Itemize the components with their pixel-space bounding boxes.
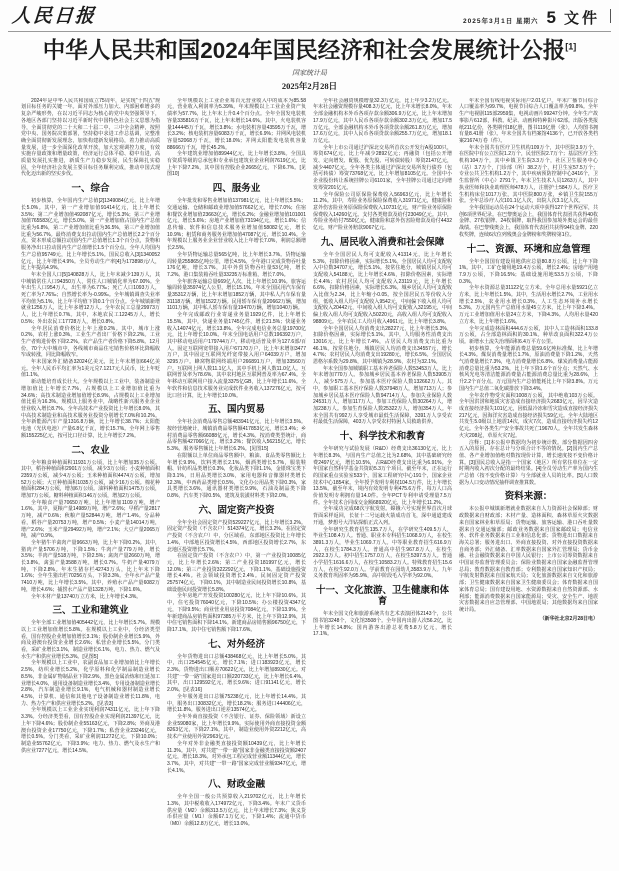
section-heading: 九、居民收入消费和社会保障: [320, 236, 445, 248]
body-paragraph: 本公报中城镇新增就业数据来自人力资源社会保障部；财政数据来自财政部；木材产量、造林面积、森林草原火灾数据来自国家林业和草原局；货物运输、旅客运输、港口吞吐量数据来自交通运输部；邮政业务数据来自国家邮政局；电信业务、软件业务数据来自工业和信息化部；货物进出口数据来自海关总署；服务进出口、外商直接投资、对外直接投资数据来自商务部；外汇储备、汇率数据来自国家外汇管理局；货币金融、社会融资数据来自中国人民银行；上市公司筹资数据来自中国证券监督管理委员会；保险业数据来自国家金融监督管理总局；教育数据来自教育部；专利数据来自国家知识产权局；宇航发射数据来自国家航天局；文化旅游数据来自文化和旅游部；卫生健康数据来自国家卫生健康委员会；体育数据来自国家体育总局；国有建设用地、水资源数据来自自然资源部、水利部；能源消费数据来自国家能源局；受灾、安全生产、地震灾害数据来自应急管理部、中国地震局；其他数据均来自国家统计局。: [459, 506, 598, 613]
byline-author: 国家统计局: [292, 68, 327, 77]
body-paragraph: 全年旅客运输总量669亿人次，比上年增长10.9%。旅客运输周转量35974亿人公里，增长15.1%。年末全国民用汽车保有量35312万辆，比上年末增加1852万辆，其中私人汽车保有量31118万辆，增加1522万辆。民用轿车保有量20662万辆，增加1101万辆，其中私人轿车保有量19470万辆，增加1040万辆。: [167, 278, 306, 312]
body-paragraph: 全年货物运输总量565亿吨，比上年增长3.7%。货物运输周转量255865亿吨公里，增长4.5%。全年港口完成货物吞吐量176亿吨，增长3.7%，其中外贸货物吞吐量53亿吨，增长7.2%。港口集装箱吞吐量33235万标准箱，增长7.0%。: [167, 251, 306, 278]
body-paragraph: 全年外商直接投资（不含银行、证券、保险领域）新设立企业59080家，比上年增长9.9%。实际使用外商直接投资金额8263亿元，下降27.1%。其中，制造业使用外资2212亿元，高技术产业使用外资2963亿元。: [167, 714, 306, 741]
publication-date: 2025年2月28日: [281, 80, 338, 91]
section-heading: 资料来源：: [504, 491, 553, 503]
body-paragraph: 年末全国参加城镇职工基本养老保险人数53453万人，比上年末增加770万人。参加城乡居民基本养老保险人数53905万人，减少575万人。参加基本医疗保险人数132662万人。其中，参加职工基本医疗保险人数37948万人，增加713万人；参加城乡居民基本医疗保险人数94714万人。参加失业保险人数24531万人，增加117万人。参加工伤保险人数30264万人，增加238万人。参加生育保险人数25322万人，增加354万人。年末全国共有992万人享受城市最低生活保障，3391万人享受农村最低生活保障，403万人享受农村特困人员救助供养。: [313, 365, 452, 426]
masthead-logo: 人民日报: [11, 6, 97, 27]
body-paragraph: 全年农作物受灾面积1008万公顷，其中绝收103万公顷。全年因洪涝和地质灾害造成直接经济损失2683亿元，因旱灾造成直接经济损失101亿元，因低温冷冻和雪灾造成直接经济损失217亿元，因海洋灾害造成直接经济损失59亿元。全年大陆地区共发生5.0级以上地震14次，成灾7次，造成直接经济损失约12亿元。全年各类生产安全事故共死亡19670人。全年共发生森林火灾208起，草原火灾7起。: [459, 392, 598, 439]
text-column: [313, 98, 452, 856]
section-heading: 二、农业: [71, 444, 110, 456]
body-paragraph: 全年全社会固定资产投资529227亿元，比上年增长3.2%。固定资产投资（不含农户）514374亿元，增长3.2%。在固定资产投资（不含农户）中，分区域看，东部地区投资比上年增长1.4%，中部地区投资增长4.5%，西部地区投资增长2.7%，东北地区投资增长5.7%。: [167, 519, 306, 553]
text-column: [167, 98, 306, 856]
section-heading: 十、科学技术和教育: [339, 431, 426, 443]
body-paragraph: 全年全国一般公共预算收入219702亿元，比上年增长1.3%，其中税收收入174972亿元，下降3.4%。年末广义货币供应量（M2）余额313.5万亿元，比上年末增长7.3%；狭义货币供应量（M1）余额67.1万亿元，下降1.4%；流通中货币（M0）余额12.8万亿元，增长13.0%。: [167, 794, 306, 828]
body-paragraph: 全年上市公司通过沪深北交易所首次公开发行A股100只，筹资674亿元，比上年减少2892亿元；再融资（包括公开增发、定向增发、配股、优先股、可转债转股）筹资2147亿元，减少4407亿元。全年各类主体通过沪深北交易所发行债券（包括可转债）筹资73768亿元，比上年增加8105亿元。全国中小企业股份转让系统挂牌公司6101家，全年挂牌公司通过定向增发筹资201亿元。: [313, 144, 452, 191]
body-paragraph: 全年居民消费价格比上年上涨0.2%。其中，城市上涨0.2%，农村上涨0.3%。工业生产者出厂价格下降2.2%。工业生产者购进价格下降2.2%。农产品生产者价格下降5.8%。12月份，70个大中城市中，各线城市商品住宅销售价格环比降幅收窄或转涨，同比降幅收窄。: [21, 325, 160, 359]
section-name: 文件: [563, 10, 600, 27]
body-paragraph: 全年木材产量13740万立方米，比上年增长4.3%。: [31, 593, 142, 600]
section-heading: 六、固定资产投资: [198, 504, 275, 516]
body-paragraph: 全年货物进出口总额438468亿元，比上年增长5.0%。其中，出口254545亿元，增长7.1%；进口183923亿元，增长2.3%。货物进出口顺差70622亿元，比上年增加8930亿元。对共建“一带一路”国家进出口额220733亿元，比上年增长6.4%。其中，出口129592亿元，增长9.6%；进口91141亿元，增长2.0%。[见表16]: [167, 653, 306, 694]
article-title: [10, 39, 609, 64]
section-heading: 十一、文化旅游、卫生健康和体育: [315, 585, 449, 608]
issue-date: 2025年3月1日 星期六: [463, 18, 539, 25]
body-paragraph: 初步核算，全年能源消费总量59.6亿吨标准煤，比上年增长4.3%。煤炭消费量增长1.7%，原油消费量下降1.2%，天然气消费量增长7.3%，电力消费量增长6.8%。煤炭消费量占能源消费总量比重为53.2%，比上年下降1.6个百分点；天然气、水核风光电等清洁能源消费量占能源消费总量比重为28.6%，上升2.2个百分点。万元国内生产总值能耗比上年下降3.8%。万元国内生产总值二氧化碳排放下降3.4%。: [459, 345, 598, 392]
body-paragraph: 全年粮食种植面积11931万公顷，比上年增加35万公顷。其中，稻谷种植面积2901万公顷，减少3万公顷；小麦种植面积2359万公顷，减少4万公顷；玉米种植面积4474万公顷，增加52万公顷；大豆种植面积1035万公顷，减少16万公顷。棉花种植面积284万公顷，增加6万公顷。油料种植面积1475万公顷，增加7万公顷。糖料种植面积146万公顷，增加2万公顷。: [21, 459, 160, 500]
corner-mark: [610, 9, 611, 23]
body-paragraph: 全年成功完成68次宇航发射。嫦娥六号实现世界首次月球背面采样返回，长征十二号运载火箭成功首飞，深中通道建成开通，梦想号大洋钻探船正式入列。: [313, 506, 452, 526]
news-agency-credit: （新华社北京2月28日电）: [539, 615, 598, 622]
body-paragraph: 全年批发和零售业增加值137981亿元，比上年增长5.5%；交通运输、仓储和邮政业增加值57662亿元，增长7.0%；住宿和餐饮业增加值23663亿元，增长6.2%；金融业增加值101001亿元，增长5.6%；房地产业增加值73194亿元，增长1.6%；信息传输、软件和信息技术服务业增加值58082亿元，增长10.9%；租赁和商务服务业增加值47087亿元，增长10.4%。全年规模以上服务业企业营业收入比上年增长7.0%，利润总额增长2.5%。: [167, 198, 306, 252]
body-paragraph: 全年全部工业增加值405442亿元，比上年增长5.7%。规模以上工业增加值增长5.8%。在规模以上工业中，分经济类型看，国有控股企业增加值增长3.1%；股份制企业增长5.9%，外商及港澳台投资企业增长2.6%；私营企业增长5.5%。分门类看，采矿业增长3.1%，制造业增长6.1%，电力、热力、燃气及水生产和供应业增长5.3%。[见图5]: [21, 620, 160, 660]
body-paragraph: 全年规模以上工业中，农副食品加工业增加值比上年增长2.5%，纺织业增长5.2%，化学原料和化学制品制造业增长8.5%，非金属矿物制品业下降2.9%，黑色金属冶炼和压延加工业增长4.0%，通用设备制造业增长3.4%，专用设备制造业增长2.8%，汽车制造业增长9.1%，电气机械和器材制造业增长4.5%，计算机、通信和其他电子设备制造业增长11.8%，电力、热力生产和供应业增长5.2%。[见表3]: [21, 660, 160, 707]
body-paragraph: 全年全国居民人均消费支出28227元，比上年增长5.3%，扣除价格因素，实际增长5.1%。其中，人均服务性消费支出13016元，比上年增长7.4%，占居民人均消费支出比重为46.1%。按常住地分，城镇居民人均消费支出34557元，增长4.7%；农村居民人均消费支出19280元，增长6.5%。全国居民恩格尔系数为29.8%，其中城镇为28.9%，农村为32.1%。: [313, 325, 452, 366]
body-paragraph: 全年粮食产量70650万吨，比上年增加1109万吨，增产1.6%。其中，夏粮产量14989万吨，增产2.6%；早稻产量2817万吨，减产0.6%；秋粮产量52844万吨，增产1.4%。分品种看，稻谷产量20753万吨，增产0.5%；小麦产量14014万吨，增产2.6%；玉米产量29492万吨，增产2.1%；大豆产量2065万吨，减产0.9%。: [21, 499, 160, 540]
text-column: [21, 98, 160, 856]
page-number: 5: [546, 8, 556, 27]
body-paragraph: 全年猪牛羊禽肉产量9663万吨，比上年下降0.2%。其中，猪肉产量5706万吨，下降1.5%；牛肉产量779万吨，增长3.5%；羊肉产量518万吨，下降2.5%；禽肉产量2660万吨，增长3.8%。禽蛋产量3588万吨，增长0.7%。牛奶产量4079万吨，下降2.8%。年末生猪存栏42743万头，比上年末下降1.6%；全年生猪出栏70256万头，下降3.3%。全年水产品产量7410万吨，比上年增长3.5%。其中，养殖水产品产量6082万吨，增长4.6%；捕捞水产品产量1328万吨，下降1.6%。: [21, 539, 160, 593]
body-paragraph: 在固定资产投资（不含农户）中，第一产业投资10085亿元，比上年增长2.6%；第二产业投资181997亿元，增长12.0%；第三产业投资322292亿元，下降1.1%。基础设施投资增长4.4%。社会领域投资增长2.4%。民间固定资产投资257574亿元，下降0.1%，其中制造业民间投资增长10.8%，基础设施民间投资增长5.8%。: [167, 553, 306, 593]
header-meta: [463, 7, 611, 28]
body-paragraph: 全年水资源总量31122亿立方米。全年总用水量5921亿立方米，比上年增长1.5%。其中，生活用水增长2.7%，工业用水增长2.5%，农业用水增长0.3%，人工生态环境补水增长5.3%。万元国内生产总值用水量45立方米，比上年下降3.4%。万元工业增加值用水量24立方米，下降4.3%。人均用水量420立方米，比上年增长1.6%。: [459, 285, 598, 325]
body-paragraph: 全年建筑业增加值89944亿元，比上年增长3.8%。全国具有资质等级的总承包和专业承包建筑业企业利润7619亿元，比上年下降7.2%，其中国有控股企业2665亿元，下降6.7%。[见图10]: [167, 151, 306, 178]
body-paragraph: 2024年是中华人民共和国成立75周年，是实现“十四五”规划目标任务的关键一年。面对外部压力加大、内部困难增多的复杂严峻形势，在以习近平同志为核心的党中央坚强领导下，各地区各部门坚持以习近平新时代中国特色社会主义思想为指导，全面贯彻党的二十大和二十届二中、三中全会精神，按照党中央、国务院决策部署，坚持稳中求进工作总基调，完整准确全面贯彻新发展理念，加快构建新发展格局，着力推动高质量发展，进一步全面深化改革开放，加大宏观调控力度，有效实施存量政策和增量政策，经济运行总体平稳、稳中有进，高质量发展扎实推进，新质生产力稳步发展，民生保障扎实稳固，全年经济社会发展主要目标任务顺利完成，推动中国式现代化迈出新的坚实步伐。: [21, 97, 160, 178]
article-columns: [0, 98, 619, 856]
body-paragraph: 全年研究生教育招生135.7万人，在学研究生409.5万人，毕业生108.4万人。普通、职业本专科招生1068.9万人，在校生3891.3万人，毕业生1069.7万人。中等职业教育招生616.9万人，在校生1784.3万人。普通高中招生967.8万人，在校生2922.3万人。初中招生1757.0万人，在校生5397.5万人。普通小学招生1616.6万人，在校生10583.2万人。特殊教育招生15.6万人，在校生92.0万人。学前教育在园幼儿3583.9万人。九年义务教育巩固率为95.9%，高中阶段毛入学率为92.0%。: [313, 526, 452, 580]
section-heading: 七、对外经济: [207, 638, 265, 650]
body-paragraph: 新动能培育成长壮大。全年规模以上工业中，装备制造业增加值比上年增长7.7%，占规模以上工业增加值比重为34.6%；高技术制造业增加值增长8.9%，占规模以上工业增加值比重为16.3%。规模以上服务业中，战略性新兴服务业企业营业收入增长8.7%。全年高技术产业投资比上年增长8.0%，其中高技术制造业和高技术服务业投资分别增长7.0%和10.2%。全年新能源汽车产量1316.8万辆，比上年增长38.7%；太阳能电池（光伏电池）产量6.8亿千瓦，增长15.7%。全年网上零售额155225亿元，按可比口径计算，比上年增长7.2%。: [21, 379, 160, 439]
body-paragraph: 年末国家外汇储备32024亿美元，比上年末增加664亿美元。全年人民币平均汇率为1美元兑7.1217元人民币，比上年贬值1.1%。: [21, 359, 160, 379]
body-paragraph: 全年我国运动员在24个运动大项中获得127个世界冠军，共创6项世界纪录。在巴黎奥运会上，我国体育代表团共获得40枚金牌、27枚银牌、24枚铜牌，取得我国参加境外奥运会的最佳战绩。在巴黎残奥会上，我国体育代表团共获得94枚金牌、220枚奖牌，连续6次位列残奥会金牌榜和奖牌榜第1位。: [459, 205, 598, 238]
body-paragraph: 全年全国居民人均可支配收入41314元，比上年增长5.3%，扣除价格因素，实际增长5.1%。全国居民人均可支配收入中位数34707元，增长5.1%。按常住地分，城镇居民人均可支配收入54188元，比上年增长4.6%，扣除价格因素，实际增长4.4%；农村居民人均可支配收入23119元，比上年增长6.6%，扣除价格因素，实际增长6.3%。城乡居民人均可支配收入比值为2.34，比上年缩小0.05。按全国居民五等份收入分组，低收入组人均可支配收入9542元，中间偏下收入组人均可支配收入20442元，中间收入组人均可支配收入32195元，中间偏上收入组人均可支配收入50220元，高收入组人均可支配收入98809元。全年农民工人均月收入4961元，比上年增长3.8%。: [313, 251, 452, 325]
body-paragraph: 在限额以上单位商品零售额中，粮油、食品类零售额比上年增长9.9%，饮料类增长2.1%，烟酒类增长5.7%，服装鞋帽、针纺织品类增长0.3%，化妆品类下降1.1%，金银珠宝类下降3.1%，日用品类增长3.0%，家用电器和音像器材类增长12.3%，中西药品类增长0.5%，文化办公用品类下降0.3%，家具类增长3.6%，通讯器材类增长9.9%，石油及制品类下降0.8%，汽车类下降0.5%，建筑及装潢材料类下降2.0%。: [167, 452, 306, 500]
body-paragraph: 全年对外非金融类直接投资额10439亿元，比上年增长11.3%。其中，对共建“一带一路”国家非金融类直接投资额2407亿元，增长18.3%。对外承包工程完成营业额11344亿元，增长3.7%。其中，对共建“一带一路”国家完成营业额9347亿元，增长4.1%。: [167, 740, 306, 774]
body-paragraph: 全年全国国有建设用地供应总量80.8万公顷，比上年下降1%。其中，工矿仓储用地19.4万公顷，增长2.4%；房地产用地7.9万公顷，下降16.5%；基础设施用地53.5万公顷，下降0.3%。: [459, 258, 598, 285]
body-paragraph: 全年保险公司原保险保费收入56963亿元，比上年增长11.2%。其中，寿险业务原保险保费收入31971亿元，健康险和意外伤害险业务原保险保费收入10731亿元，财产险业务原保险保费收入14260亿元。支付各类赔款及给付23049亿元。其中，寿险业务给付7550亿元，健康险和意外伤害险赔款及给付4432亿元，财产险业务赔款9067亿元。: [313, 191, 452, 232]
title-footnote: [1]: [565, 41, 577, 52]
body-paragraph: 全年规模以上工业企业实现利润74311亿元，比上年下降3.3%。分经济类型看，国有控股企业实现利润21397亿元，比上年下降4.6%；股份制企业55163亿元，下降2.8%；外商及港澳台投资企业17750亿元，下降1.7%；私营企业23246亿元，增长0.5%。分门类看，采矿业利润11272亿元，下降10.0%；制造业55762亿元，下降3.9%；电力、热力、燃气及水生产和供应业7277亿元，增长14.5%。: [21, 707, 160, 754]
text-column: [459, 98, 598, 856]
body-paragraph: 全年规模以上工业企业每百元营业收入中的成本为85.58元，营业收入利润率为5.39%。年末规模以上工业企业资产负债率为57.7%，比上年末上升0.4个百分点。全年全国发电装机容量335816万千瓦，比上年末增长14.6%。其中，火电装机容量144445万千瓦，增长3.8%；水电装机容量43595万千瓦，增长3.2%；核电装机容量6083万千瓦，增长6.9%；并网风电装机容量52068万千瓦，增长18.0%；并网太阳能发电装机容量88666万千瓦，增长45.2%。: [167, 97, 306, 151]
body-paragraph: 全年服务进出口总额75238亿元，比上年增长14.4%。其中，服务出口30832亿元，增长18.2%；服务进口44406亿元，增长11.8%。服务进出口逆差13574亿元。: [167, 693, 306, 714]
page-header: [0, 0, 619, 30]
body-paragraph: 全年完成造林面积444.6万公顷，其中人工造林面积133.8万公顷，占全部造林面积的30.1%。种草改良面积322.4万公顷。新增水土流失治理面积6.4万平方公里。: [459, 325, 598, 345]
body-paragraph: 全年房地产开发投资100280亿元，比上年下降10.6%。其中，住宅投资76040亿元，下降10.5%；办公楼投资4347亿元，下降9.5%；商业营业用房投资7084亿元，下降13.9%。全年新建商品房销售面积97385万平方米，比上年下降12.9%，其中住宅销售面积下降14.1%。新建商品房销售额96750亿元，下降17.1%，其中住宅销售额下降17.6%。: [167, 593, 306, 633]
body-paragraph: 注释：[1]本公报中数据均为初步统计数。部分数据因四舍五入的原因，存在总计与分项合计不等的情况。[2]国内生产总值、各产业增加值绝对数按现价计算，增长速度按不变价格计算。[3]国民总收入是指一个国家（地区）所有常住单位在一定时期内收入初次分配的最终结果。[4]全员劳动生产率为国内生产总值（按不变价格计算）与全部就业人员的比率。[5]人口数据为人口变动情况抽样调查推算数。: [459, 439, 598, 486]
section-heading: 八、财政金融: [207, 779, 265, 791]
body-paragraph: 年末全国文化和旅游系统共有艺术表演团体2143个，公共图书馆3248个，文化馆3508个。全年国内出游人次56.2亿，比上年增长14.8%；国内游客出游总花费5.8万亿元，增长17.1%。: [313, 611, 452, 638]
body-paragraph: 年末全国人口[5]140828万人，比上年末减少139万人，其中城镇常住人口94350万人，常住人口城镇化率为67.00%。全年出生人口954万人，出生率为6.77‰；死亡人口1093万人，死亡率为7.76‰；自然增长率为-0.99‰。全年城镇调查失业率平均值为5.1%，比上年平均值下降0.1个百分点。全年城镇新增就业1256万人，比上年多增12万人。全年农民工总量29973万人，比上年增长0.7%。其中，本地农民工12245万人，增长0.5%；外出农民工17728万人，增长0.8%。: [21, 271, 160, 325]
body-paragraph: 年末全国有线电视实际用户2.01亿户。年末广播节目综合人口覆盖率为99.7%，电视节目综合人口覆盖率为99.8%。全年生产电视剧115部2959集，电视动画片99247分钟。全年生产故事影片612部，科教、纪录、动画和特种影片62部。出版各类报纸211亿份，各类期刊18亿册，图书119亿册（张），人均图书拥有量8.41册（张）。年末全国共有档案馆4136个，已开放各类档案21674万卷（件）。: [459, 97, 598, 144]
section-heading: 四、服务业: [212, 183, 261, 195]
section-heading: 三、工业和建筑业: [52, 605, 129, 617]
body-paragraph: 全年社会消费品零售总额483941亿元，比上年增长3.5%。按经营地统计，城镇消费品零售额417853亿元，增长3.4%；乡村消费品零售额66088亿元，增长4.3%。按消费类型统计，商品零售额427066亿元，增长3.2%；餐饮收入56215亿元，增长5.3%。服务零售额比上年增长6.2%。[见图15]: [167, 419, 306, 453]
body-paragraph: 全年研究与试验发展（R&D）经费支出36130亿元，比上年增长8.3%，与国内生产总值之比为2.68%，其中基础研究经费2497亿元，增长10.5%，占R&D经费支出比重为6.91%。全年国家自然科学基金共资助5.3万个项目。截至年末，正在运行的国家重点实验室533个，国家工程研究中心191个，国家企业技术中心1854家。全年授予发明专利权104.5万件，比上年增长13.5%。截至年末，境内有效发明专利475.6万件，每万人口高价值发明专利拥有量14.0件。全年PCT专利申请受理量7.5万件。全年技术合同成交金额68920亿元，比上年增长11.2%。: [313, 446, 452, 506]
body-paragraph: 初步核算，全年国内生产总值[2]1349084亿元，比上年增长5.0%。其中，第一产业增加值91414亿元，比上年增长3.5%；第二产业增加值492087亿元，增长5.3%；第三产业增加值765583亿元，增长5.0%。第一产业增加值占国内生产总值比重为6.8%，第二产业增加值比重为36.5%，第三产业增加值比重为56.7%。最终消费支出拉动国内生产总值增长2.2个百分点，资本形成总额拉动国内生产总值增长1.3个百分点，货物和服务净出口拉动国内生产总值增长1.5个百分点。全年人均国内生产总值95749元，比上年增长5.1%。国民总收入[3]1340052亿元，比上年增长4.9%。全员劳动生产率[4]为173898元/人，比上年提高4.9%。: [21, 198, 160, 272]
section-heading: 十二、资源、环境和应急管理: [466, 243, 591, 255]
article-title-text: 中华人民共和国2024年国民经济和社会发展统计公报: [42, 38, 566, 63]
body-paragraph: 年末全国共有医疗卫生机构109万个，其中医院3.9万个，在医院中有公立医院1.2万个，民营医院2.7万个；基层医疗卫生机构104万个，其中乡镇卫生院3.3万个，社区卫生服务中心（站）3.7万个，门诊部（所）38.2万个，村卫生室57.5万个；专业公共卫生机构1.2万个，其中疾病预防控制中心3416个，卫生监督所（中心）2791个。年末卫生技术人员1263万人，其中执业医师和执业助理医师478万人，注册护士584万人。医疗卫生机构床位1017万张，其中医院800万张，乡镇卫生院155万张。全年总诊疗人次101.1亿人次，出院人次3.1亿人次。: [459, 144, 598, 205]
header-divider: [8, 31, 611, 32]
body-paragraph: 全年社会融资规模增量32.3万亿元，比上年少3.2万亿元。年末社会融资规模存量408.3万亿元，比上年末增长8.0%。年末全部金融机构本外币各项存款余额306.9万亿元，比上年末增加17.9万亿元，其中人民币各项存款余额302.3万亿元，增加17.5万亿元。全部金融机构本外币各项贷款余额261.8万亿元，增加17.6万亿元，其中人民币各项贷款余额255.7万亿元，增加18.1万亿元。: [313, 97, 452, 144]
section-heading: 五、国内贸易: [207, 404, 265, 416]
section-heading: 一、综合: [71, 183, 110, 195]
body-paragraph: 全年完成邮政行业寄递业务量1929亿件，比上年增长15.5%。其中，快递业务量1745亿件，增长21.5%；快递业务收入14074亿元，增长13.8%。全年完成电信业务总量19700亿元，比上年增长10.0%。年末全国电话用户总数196392万户，其中移动电话用户179744万户。移动电话普及率为127.6部/百人。固定互联网宽带接入用户67170万户，比上年末增加3477万户，其中固定互联网光纤宽带接入用户64039万户，增加3295万户。蜂窝物联网终端用户266891万户，增加33560万户。互联网上网人数11.1亿人，其中手机上网人数11.0亿人。互联网普及率为78.6%，其中农村地区互联网普及率为67.4%。全年移动互联网用户接入流量3375亿GB，比上年增长11.6%。全年软件和信息技术服务业完成软件业务收入137276亿元，按可比口径计算，比上年增长10.0%。: [167, 312, 306, 399]
